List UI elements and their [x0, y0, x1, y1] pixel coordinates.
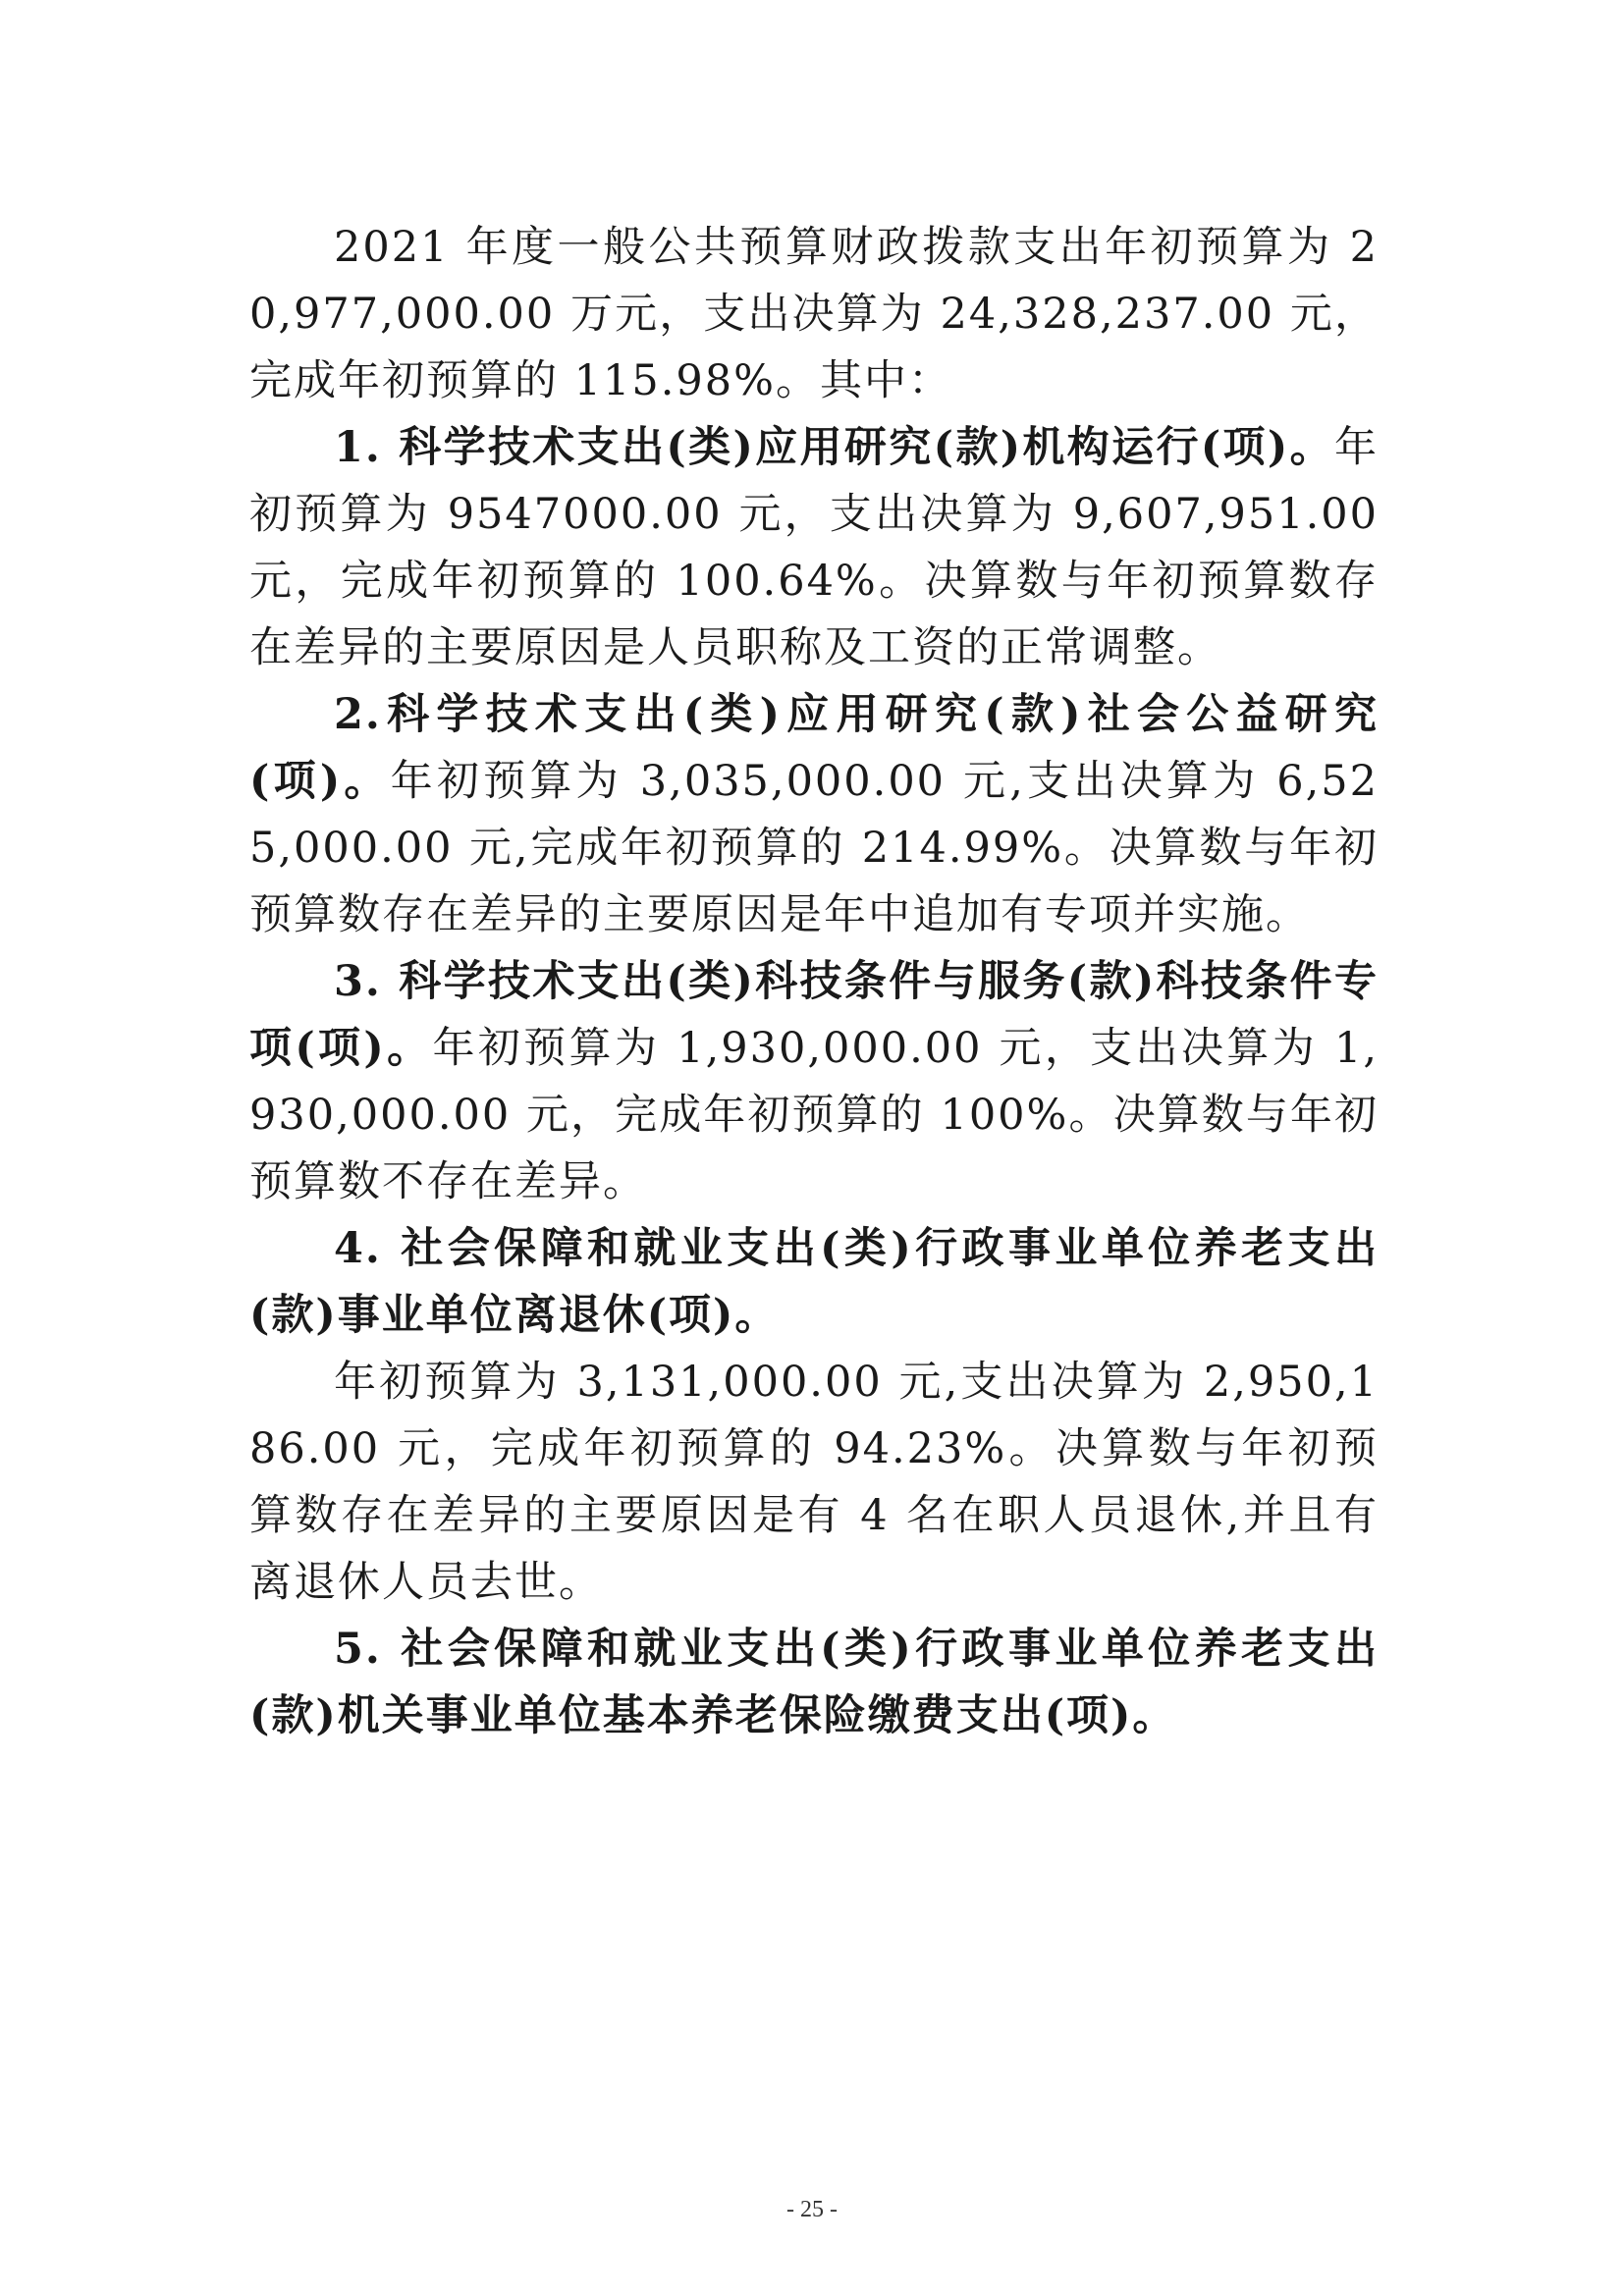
document-body — [249, 214, 1379, 1749]
paragraph-summary-text: 2021 年度一般公共预算财政拨款支出年初预算为 20,977,000.00 万元，支出决算为 24,328,237.00 元，完成年初预算的 115.98%。其中： — [249, 223, 1379, 405]
item-4-heading: 4. 社会保障和就业支出(类)行政事业单位养老支出(款)事业单位离退休(项)。 — [249, 1224, 1379, 1340]
paragraph-item-1 — [249, 414, 1379, 681]
paragraph-item-3 — [249, 948, 1379, 1215]
paragraph-item-2 — [249, 681, 1379, 948]
paragraph-item-5-heading — [249, 1616, 1379, 1749]
item-4-text: 年初预算为 3,131,000.00 元,支出决算为 2,950,186.00 元，完成年初预算的 94.23%。决算数与年初预算数存在差异的主要原因是有 4 名在职人员退休,并且有离退休人员去世。 — [249, 1358, 1379, 1607]
paragraph-item-4-heading — [249, 1215, 1379, 1349]
item-2-text: 年初预算为 3,035,000.00 元,支出决算为 6,525,000.00 元,完成年初预算的 214.99%。决算数与年初预算数存在差异的主要原因是年中追加有专项并实施。 — [249, 757, 1379, 939]
paragraph-item-4-body — [249, 1349, 1379, 1616]
item-1-text: 年初预算为 9547000.00 元，支出决算为 9,607,951.00 元，完成年初预算的 100.64%。决算数与年初预算数存在差异的主要原因是人员职称及工资的正常调整。 — [249, 423, 1379, 672]
item-3-heading: 3. 科学技术支出(类)科技条件与服务(款)科技条件专项(项)。 — [249, 957, 1379, 1073]
item-5-heading: 5. 社会保障和就业支出(类)行政事业单位养老支出(款)机关事业单位基本养老保险缴费支出(项)。 — [249, 1625, 1379, 1740]
item-2-heading: 2.科学技术支出(类)应用研究(款)社会公益研究(项)。 — [249, 690, 1379, 806]
paragraph-summary — [249, 214, 1379, 414]
item-1-heading: 1. 科学技术支出(类)应用研究(款)机构运行(项)。 — [334, 423, 1334, 472]
page-number: - 25 - — [786, 2197, 838, 2222]
item-3-text: 年初预算为 1,930,000.00 元，支出决算为 1,930,000.00 元，完成年初预算的 100%。决算数与年初预算数不存在差异。 — [249, 1024, 1379, 1206]
